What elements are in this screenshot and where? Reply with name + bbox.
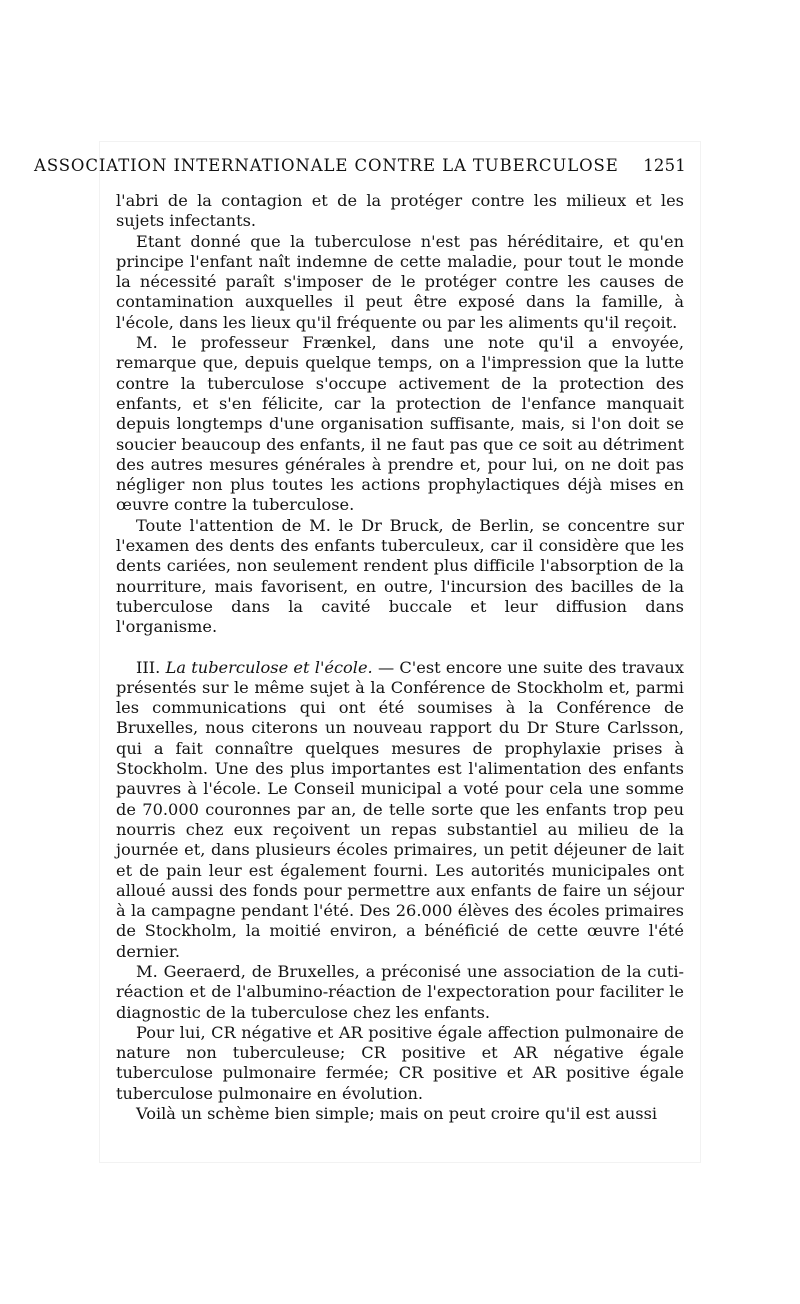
paragraph: Toute l'attention de M. le Dr Bruck, de Berlin, se concentre sur l'examen des dents des enfants tuberculeux, car il considère que les dents cariées, non seulement rendent plus difficile l'absorption de la nourriture, mais favorisent, en outre, l'incursion des bacilles de la tuberculose dans la cavité buccale et leur diffusion dans l'organisme. <box>116 515 684 637</box>
paragraph: Etant donné que la tuberculose n'est pas héréditaire, et qu'en principe l'enfant naît indemne de cette maladie, pour tout le monde la nécessité paraît s'imposer de le protéger contre les causes de contamination auxquelles il peut être exposé dans la famille, à l'école, dans les lieux qu'il fréquente ou par les aliments qu'il reçoit. <box>116 231 684 332</box>
running-head-title: ASSOCIATION INTERNATIONALE CONTRE LA TUBERCULOSE <box>34 156 619 175</box>
paragraph: Voilà un schème bien simple; mais on peut croire qu'il est aussi <box>136 1104 658 1124</box>
running-head <box>34 156 686 175</box>
paragraph: M. Geeraerd, de Bruxelles, a préconisé une association de la cuti-réaction et de l'albumino-réaction de l'expectoration pour faciliter le diagnostic de la tuberculose chez les enfants. <box>116 961 684 1022</box>
paragraph: Pour lui, CR négative et AR positive égale affection pulmonaire de nature non tuberculeuse; CR positive et AR négative égale tuberculose pulmonaire fermée; CR positive et AR positive égale tuberculose pulmonaire en évolution. <box>116 1022 684 1103</box>
section-heading: La tuberculose et l'école. <box>165 657 373 677</box>
page-number: 1251 <box>643 156 686 175</box>
section-paragraph <box>116 658 684 962</box>
paragraph: l'abri de la contagion et de la protéger contre les milieux et les sujets infectants. <box>116 191 684 231</box>
section-text: — C'est encore une suite des travaux présentés sur le même sujet à la Conférence de Stockholm et, parmi les communications qui ont été soumises à la Conférence de Bruxelles, nous citerons un nouveau rapport du Dr Sture Carlsson, qui a fait connaître quelques mesures de prophylaxie prises à Stockholm. Une des plus importantes est l'alimentation des enfants pauvres à l'école. Le Conseil municipal a voté pour cela une somme de 70.000 couronnes par an, de telle sorte que les enfants trop peu nourris chez eux reçoivent un repas substantiel au milieu de la journée et, dans plusieurs écoles primaires, un petit déjeuner de lait et de pain leur est également fourni. Les autorités municipales ont alloué aussi des fonds pour permettre aux enfants de faire un séjour à la campagne pendant l'été. Des 26.000 élèves des écoles primaires de Stockholm, la moitié environ, a bénéficié de cette œuvre l'été dernier. <box>116 657 684 961</box>
body-text <box>116 191 684 1124</box>
paragraph: M. le professeur Frænkel, dans une note qu'il a envoyée, remarque que, depuis quelque temps, on a l'impression que la lutte contre la tuberculose s'occupe activement de la protection des enfants, et s'en félicite, car la protection de l'enfance manquait depuis longtemps d'une organisation suffisante, mais, si l'on doit se soucier beaucoup des enfants, il ne faut pas que ce soit au détriment des autres mesures générales à prendre et, pour lui, on ne doit pas négliger non plus toutes les actions prophylactiques déjà mises en œuvre contre la tuberculose. <box>116 333 684 515</box>
section-number: III. <box>136 657 161 677</box>
